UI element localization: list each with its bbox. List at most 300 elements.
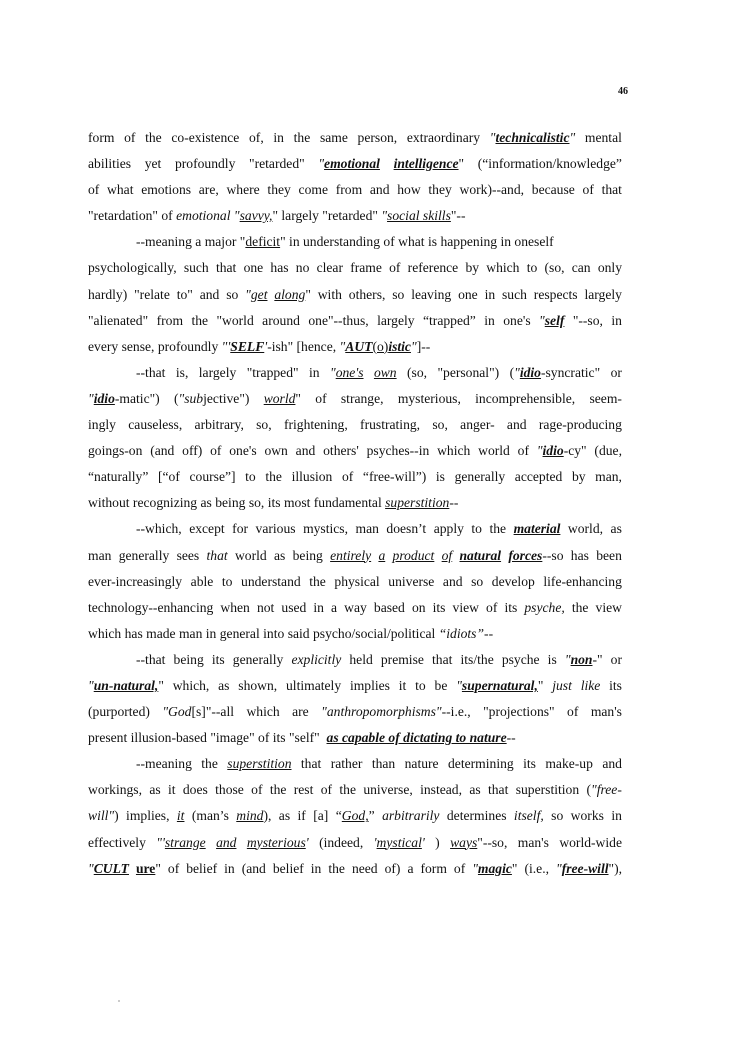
text-segment: "alienated" xyxy=(88,312,149,328)
text-word xyxy=(596,595,622,621)
text-word xyxy=(423,308,476,334)
text-segment: psyche, xyxy=(524,599,565,615)
text-segment: rather xyxy=(330,756,363,772)
text-segment: " xyxy=(555,860,562,876)
text-segment: " xyxy=(511,860,518,876)
text-word xyxy=(119,543,170,569)
text-segment: to xyxy=(526,260,538,276)
text-segment: "world xyxy=(216,312,254,328)
text-word xyxy=(245,282,267,308)
text-segment: it xyxy=(176,808,185,824)
text-segment: it xyxy=(167,782,176,798)
text-line xyxy=(88,334,622,360)
text-segment: emotions xyxy=(141,182,192,198)
text-segment: "sub xyxy=(178,390,204,406)
text-segment: that xyxy=(300,756,322,772)
text-word xyxy=(286,673,341,699)
text-line xyxy=(88,386,622,412)
text-segment: (and xyxy=(241,860,266,876)
text-segment: view xyxy=(452,599,479,615)
text-word xyxy=(596,543,622,569)
text-word xyxy=(370,177,390,203)
text-word xyxy=(571,543,589,569)
text-segment: "' xyxy=(221,338,231,354)
text-segment: mysterious, xyxy=(397,390,461,406)
text-segment: so xyxy=(471,573,484,589)
text-segment: works xyxy=(570,808,604,824)
text-segment: --meaning xyxy=(136,756,192,772)
text-word xyxy=(244,255,264,281)
text-line xyxy=(88,308,622,334)
text-segment: "--so, xyxy=(572,312,603,328)
text-segment: so xyxy=(226,286,239,302)
text-word xyxy=(372,751,395,777)
text-segment: so, xyxy=(256,417,272,433)
text-segment: to xyxy=(221,573,233,589)
text-segment: by xyxy=(465,260,480,276)
text-segment: workings, xyxy=(88,782,142,798)
text-segment: -" xyxy=(592,651,603,667)
text-line xyxy=(88,777,622,803)
text-segment: largely xyxy=(198,364,237,380)
text-line xyxy=(88,595,622,621)
text-segment: of xyxy=(567,704,579,720)
text-word xyxy=(573,308,603,334)
text-word xyxy=(331,751,363,777)
text-word xyxy=(292,699,309,725)
text-segment: which, xyxy=(172,677,210,693)
text-segment: “idiots” xyxy=(438,625,485,641)
text-segment: world xyxy=(234,547,267,563)
text-segment: when xyxy=(220,599,250,615)
text-word xyxy=(415,673,426,699)
text-word xyxy=(583,177,594,203)
text-segment: " xyxy=(88,677,94,693)
text-word xyxy=(319,830,363,856)
text-segment: the xyxy=(145,130,162,145)
text-segment: such xyxy=(183,260,209,276)
text-segment: of xyxy=(582,182,594,198)
text-word xyxy=(378,543,385,569)
text-word xyxy=(428,177,451,203)
text-segment: has xyxy=(270,260,289,276)
text-segment: "), xyxy=(608,860,622,876)
text-word xyxy=(232,516,248,542)
text-segment: intelligence xyxy=(393,156,459,172)
text-segment: frightening, xyxy=(283,417,348,433)
text-segment: except xyxy=(189,521,225,537)
text-segment: goings-on xyxy=(88,443,143,459)
text-word xyxy=(210,438,221,464)
text-segment: the xyxy=(191,312,209,328)
text-line xyxy=(88,412,622,438)
text-segment: world, xyxy=(567,521,604,537)
text-word xyxy=(478,438,510,464)
text-segment: CULT xyxy=(93,860,129,876)
text-word xyxy=(611,647,622,673)
text-word xyxy=(273,856,304,882)
text-word xyxy=(595,464,622,490)
text-word xyxy=(136,360,165,386)
text-word xyxy=(88,386,160,412)
text-word xyxy=(508,543,563,569)
text-segment: or xyxy=(610,364,622,380)
text-segment: its/the xyxy=(460,651,494,667)
text-segment: man xyxy=(88,547,112,563)
text-segment: life-enhancing xyxy=(543,573,622,589)
text-segment: [“of xyxy=(158,469,180,485)
text-segment: belief xyxy=(272,860,304,876)
text-segment: of xyxy=(88,182,100,198)
text-segment: work)--and, xyxy=(459,182,525,198)
text-segment: idio xyxy=(542,443,564,459)
text-word xyxy=(296,438,316,464)
text-segment: implies, xyxy=(126,808,170,824)
text-word xyxy=(581,673,601,699)
text-word xyxy=(212,647,225,673)
text-word xyxy=(437,360,499,386)
text-segment: (indeed, xyxy=(319,834,364,850)
text-segment: " xyxy=(514,364,520,380)
text-word xyxy=(586,777,621,803)
text-segment: " xyxy=(233,208,240,224)
text-word xyxy=(341,386,384,412)
text-word xyxy=(539,308,564,334)
text-segment: entirely xyxy=(330,547,372,563)
text-word xyxy=(377,308,415,334)
text-segment: make-up xyxy=(545,756,593,772)
text-segment: ' xyxy=(373,834,377,850)
text-segment: " xyxy=(410,338,417,354)
text-segment: one"--thus, xyxy=(308,312,369,328)
text-segment: natural xyxy=(459,547,502,563)
text-line xyxy=(88,699,622,725)
text-word xyxy=(559,830,622,856)
text-word xyxy=(190,464,236,490)
text-word xyxy=(323,438,359,464)
text-word xyxy=(527,255,538,281)
text-segment: which xyxy=(437,443,471,459)
text-segment: --so xyxy=(542,547,564,563)
text-word xyxy=(256,516,296,542)
text-segment: one xyxy=(243,260,264,276)
text-line xyxy=(88,360,622,386)
text-word xyxy=(336,177,362,203)
text-segment: ultimately xyxy=(286,677,342,693)
text-line xyxy=(88,516,622,542)
text-segment: held xyxy=(349,651,373,667)
text-segment: ” xyxy=(368,808,375,824)
text-word xyxy=(331,595,337,621)
text-segment: how xyxy=(397,182,421,198)
text-word xyxy=(392,282,404,308)
text-word xyxy=(539,412,622,438)
text-word xyxy=(88,438,142,464)
text-segment: from xyxy=(156,312,184,328)
text-word xyxy=(238,673,277,699)
text-segment: strange xyxy=(164,834,206,850)
text-segment: product xyxy=(392,547,435,563)
text-segment: is xyxy=(435,469,445,485)
text-segment: so xyxy=(392,286,405,302)
text-word xyxy=(88,151,131,177)
text-segment: abilities xyxy=(88,156,132,172)
text-segment: "personal") xyxy=(437,364,500,380)
text-segment: (man’s xyxy=(191,808,229,824)
text-segment: " xyxy=(489,130,496,145)
text-segment: " in understanding of what is happening in oneself xyxy=(280,234,554,250)
text-word xyxy=(611,308,622,334)
text-segment: ingly xyxy=(88,417,116,433)
text-segment: to xyxy=(471,521,482,537)
text-segment: largely xyxy=(584,286,622,302)
text-word xyxy=(257,595,274,621)
text-word xyxy=(88,177,99,203)
text-segment: "relate xyxy=(134,286,170,302)
text-segment: " xyxy=(536,443,543,459)
text-segment: man's xyxy=(590,704,622,720)
text-word xyxy=(399,673,407,699)
text-word xyxy=(265,464,282,490)
text-segment: hardly) xyxy=(88,286,128,302)
text-segment: that xyxy=(601,182,622,198)
text-segment: -- xyxy=(449,495,459,511)
text-word xyxy=(456,673,543,699)
text-word xyxy=(236,803,271,829)
text-segment: and xyxy=(295,443,316,459)
text-word xyxy=(124,125,135,151)
text-word xyxy=(412,595,426,621)
text-segment: apply xyxy=(433,521,464,537)
text-segment: frustrating, xyxy=(360,417,421,433)
text-word xyxy=(175,151,235,177)
text-word xyxy=(420,856,446,882)
text-word xyxy=(270,255,288,281)
text-word xyxy=(490,125,575,151)
text-segment: of) xyxy=(384,860,401,876)
text-segment: --i.e., xyxy=(441,704,471,720)
text-word xyxy=(545,751,593,777)
text-word xyxy=(571,803,604,829)
text-word xyxy=(318,282,342,308)
text-word xyxy=(171,125,239,151)
text-segment: ( xyxy=(509,364,515,380)
text-line xyxy=(88,647,622,673)
text-segment: the xyxy=(328,860,345,876)
text-segment: in xyxy=(224,860,235,876)
text-word xyxy=(195,412,244,438)
text-segment: one's xyxy=(229,443,257,459)
text-word xyxy=(502,282,527,308)
text-segment: rest xyxy=(293,782,314,798)
text-segment: as xyxy=(218,677,230,693)
text-segment: yet xyxy=(144,156,162,172)
text-line xyxy=(88,464,622,490)
text-segment: " xyxy=(539,312,545,328)
text-word xyxy=(256,412,272,438)
text-segment: generally xyxy=(118,547,170,563)
text-line xyxy=(88,177,622,203)
text-segment: savvy, xyxy=(239,208,273,224)
text-segment: " xyxy=(329,364,336,380)
text-word xyxy=(313,595,324,621)
text-word xyxy=(330,543,371,569)
text-word xyxy=(88,255,177,281)
text-word xyxy=(88,595,213,621)
scan-speck xyxy=(118,1000,120,1002)
text-word xyxy=(216,308,253,334)
text-segment: be xyxy=(434,677,448,693)
text-segment: the xyxy=(293,130,311,145)
text-word xyxy=(309,360,320,386)
text-word xyxy=(311,856,322,882)
text-segment: “trapped” xyxy=(422,312,476,328)
text-word xyxy=(382,803,439,829)
text-segment: illusion xyxy=(291,469,333,485)
text-segment: idio xyxy=(93,390,115,406)
text-segment: mystics, xyxy=(303,521,348,537)
text-word xyxy=(589,386,621,412)
text-word xyxy=(301,751,321,777)
text-segment: to xyxy=(245,469,256,485)
text-segment: same xyxy=(319,130,348,145)
text-word xyxy=(532,177,575,203)
text-word xyxy=(611,360,622,386)
text-segment: respects xyxy=(533,286,578,302)
text-word xyxy=(552,673,572,699)
text-word xyxy=(262,308,300,334)
text-word xyxy=(173,673,210,699)
text-segment: " xyxy=(245,286,251,302)
text-word xyxy=(602,177,622,203)
text-segment: non xyxy=(570,651,593,667)
text-segment: ' xyxy=(305,834,309,850)
text-word xyxy=(220,595,249,621)
text-segment: which has made man in general into said psycho/social/political xyxy=(88,625,439,641)
text-segment: one's xyxy=(503,312,531,328)
text-segment: largely xyxy=(377,312,415,328)
text-line xyxy=(88,673,622,699)
text-word xyxy=(602,751,622,777)
text-segment: sees xyxy=(176,547,200,563)
text-word xyxy=(572,464,586,490)
text-segment: technicalistic xyxy=(495,130,570,145)
text-segment: so, xyxy=(432,417,448,433)
text-segment: its xyxy=(523,756,536,772)
text-segment: of xyxy=(124,130,136,145)
text-word xyxy=(443,569,463,595)
text-segment: of xyxy=(210,443,222,459)
text-word xyxy=(524,856,549,882)
text-segment: and xyxy=(199,286,220,302)
text-segment: that xyxy=(206,547,228,563)
text-word xyxy=(191,308,208,334)
text-segment: based xyxy=(373,599,405,615)
text-segment: belief xyxy=(186,860,218,876)
text-segment: generally xyxy=(454,469,506,485)
text-segment: leaving xyxy=(411,286,452,302)
text-segment: understand xyxy=(241,573,301,589)
text-word xyxy=(363,464,426,490)
text-word xyxy=(247,360,299,386)
text-word xyxy=(150,438,174,464)
text-word xyxy=(192,803,229,829)
text-word xyxy=(303,516,348,542)
text-segment: course”] xyxy=(189,469,236,485)
text-word xyxy=(447,803,507,829)
text-segment: of xyxy=(389,260,401,276)
text-word xyxy=(318,151,380,177)
text-segment: and xyxy=(369,182,390,198)
text-segment: the xyxy=(489,521,507,537)
text-word xyxy=(471,569,483,595)
text-word xyxy=(411,282,451,308)
text-word xyxy=(407,360,427,386)
text-segment: develop xyxy=(491,573,535,589)
text-segment: as xyxy=(149,782,161,798)
text-segment: is xyxy=(547,651,557,667)
text-segment: are, xyxy=(198,182,219,198)
text-segment: what xyxy=(107,182,134,198)
text-segment: on xyxy=(411,599,426,615)
text-segment: the xyxy=(339,782,356,798)
text-word xyxy=(215,777,244,803)
text-segment: its xyxy=(504,599,518,615)
text-segment: others' xyxy=(323,443,359,459)
text-word xyxy=(270,777,287,803)
text-word xyxy=(460,177,525,203)
text-word xyxy=(518,438,529,464)
text-segment: man xyxy=(355,521,379,537)
text-word xyxy=(274,282,311,308)
text-segment: is, xyxy=(175,364,189,380)
text-word xyxy=(483,699,555,725)
text-segment: self xyxy=(544,312,565,328)
text-word xyxy=(407,125,480,151)
text-segment: " xyxy=(88,860,94,876)
text-segment: the xyxy=(201,756,218,772)
text-word xyxy=(469,777,480,803)
text-segment: of xyxy=(315,390,327,406)
text-word xyxy=(453,595,479,621)
text-word xyxy=(88,464,148,490)
text-segment: the xyxy=(309,573,326,589)
text-segment: " xyxy=(88,390,94,406)
text-word xyxy=(515,464,563,490)
text-segment: and xyxy=(506,417,527,433)
text-segment: way xyxy=(344,599,367,615)
text-segment: (so, xyxy=(407,364,428,380)
text-segment: it xyxy=(398,677,407,693)
text-word xyxy=(281,595,306,621)
text-word xyxy=(485,282,496,308)
text-word xyxy=(174,647,204,673)
text-word xyxy=(350,255,382,281)
text-line xyxy=(88,125,622,151)
text-segment: " xyxy=(339,338,346,354)
text-word xyxy=(435,830,440,856)
text-segment: own xyxy=(373,364,397,380)
text-segment: " xyxy=(318,156,325,172)
text-segment: " xyxy=(564,651,571,667)
text-segment: ure xyxy=(135,860,156,876)
text-word xyxy=(279,803,290,829)
text-segment: of xyxy=(453,860,466,876)
text-word xyxy=(488,777,508,803)
text-word xyxy=(510,360,601,386)
text-word xyxy=(241,569,301,595)
text-word xyxy=(386,516,426,542)
